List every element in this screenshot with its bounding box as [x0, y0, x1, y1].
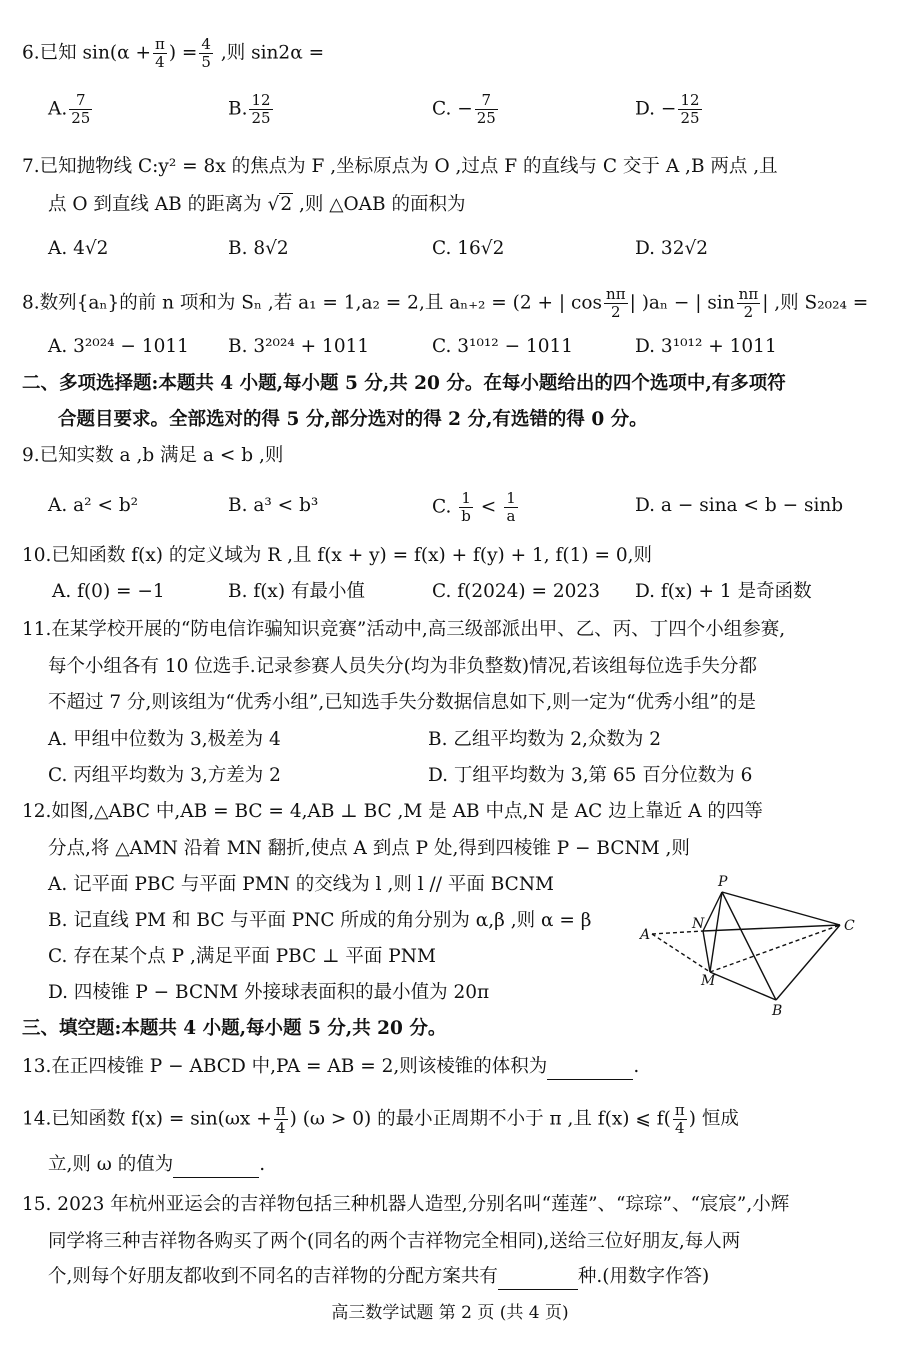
q11-line2: 每个小组各有 10 位选手.记录参赛人员失分(均为非负整数)情况,若该组每位选手失分都 [48, 656, 758, 677]
q12-line2: 分点,将 △AMN 沿着 MN 翻折,使点 A 到点 P 处,得到四棱锥 P − BCNM ,则 [48, 838, 690, 859]
q14-line1: 14.已知函数 f(x) = sin(ωx + $\frac{\pi}{4}$ ) (ω > 0) 的最小正周期不小于 π ,且 f(x) ⩽ f( $\frac{\pi}{4}$ ) 恒成 [22, 1101, 739, 1137]
q6-stem: 6.已知 sin(α + $\frac{\pi}{4}$ ) = $\frac{4}{5}$ ,则 sin2α = [22, 35, 325, 71]
section3-heading: 三、填空题:本题共 4 小题,每小题 5 分,共 20 分。 [22, 1018, 447, 1039]
q11-option-d: D. 丁组平均数为 3,第 65 百分位数为 6 [428, 765, 753, 786]
q12-option-a: A. 记平面 PBC 与平面 PMN 的交线为 l ,则 l // 平面 BCNM [48, 874, 554, 895]
q8-option-c: C. 3¹⁰¹² − 1011 [432, 336, 574, 357]
q13-stem: 13.在正四棱锥 P − ABCD 中,PA = AB = 2,则该棱锥的体积为 . [22, 1054, 639, 1080]
q12-line1: 12.如图,△ABC 中,AB = BC = 4,AB ⊥ BC ,M 是 AB 中点,N 是 AC 边上靠近 A 的四等 [22, 801, 763, 822]
q9-option-d: D. a − sina < b − sinb [635, 495, 844, 516]
q6-option-b: B. $\frac{12}{25}$ [228, 91, 271, 127]
label-p: P [718, 874, 728, 890]
q15-line2: 同学将三种吉祥物各购买了两个(同名的两个吉祥物完全相同),送给三位好朋友,每人两 [48, 1231, 741, 1252]
section2-heading-line2: 合题目要求。全部选对的得 5 分,部分选对的得 2 分,有选错的得 0 分。 [58, 409, 648, 430]
q10-option-a: A. f(0) = −1 [52, 581, 165, 602]
q9-option-a: A. a² < b² [48, 495, 139, 516]
label-c: C [844, 918, 855, 934]
q11-line3: 不超过 7 分,则该组为“优秀小组”,已知选手失分数据信息如下,则一定为“优秀小组”的是 [48, 692, 757, 713]
q7-option-c: C. 16√2 [432, 238, 505, 259]
q11-option-a: A. 甲组中位数为 3,极差为 4 [48, 729, 281, 750]
q15-line3: 个,则每个好朋友都收到不同名的吉祥物的分配方案共有 种.(用数字作答) [48, 1264, 709, 1290]
q10-option-b: B. f(x) 有最小值 [228, 581, 365, 602]
q11-option-c: C. 丙组平均数为 3,方差为 2 [48, 765, 281, 786]
q9-stem: 9.已知实数 a ,b 满足 a < b ,则 [22, 445, 284, 466]
q7-option-b: B. 8√2 [228, 238, 289, 259]
q12-option-b: B. 记直线 PM 和 BC 与平面 PNC 所成的角分别为 α,β ,则 α = β [48, 910, 592, 931]
q12-option-c: C. 存在某个点 P ,满足平面 PBC ⊥ 平面 PNM [48, 946, 436, 967]
q10-option-c: C. f(2024) = 2023 [432, 581, 600, 602]
q6-option-a: A. $\frac{7}{25}$ [48, 91, 91, 127]
label-m: M [701, 973, 716, 989]
q14-line2: 立,则 ω 的值为 . [48, 1152, 265, 1178]
q15-answer-blank[interactable] [498, 1271, 578, 1290]
q8-option-b: B. 3²⁰²⁴ + 1011 [228, 336, 370, 357]
q7-line2: 点 O 到直线 AB 的距离为 √2 ,则 △OAB 的面积为 [48, 194, 466, 215]
q9-option-c: C. $\frac{1}{b}$ < $\frac{1}{a}$ [432, 489, 516, 525]
q11-line1: 11.在某学校开展的“防电信诈骗知识竞赛”活动中,高三级部派出甲、乙、丙、丁四个小组参赛, [22, 619, 786, 640]
q8-option-d: D. 3¹⁰¹² + 1011 [635, 336, 777, 357]
q12-pyramid-figure [630, 868, 870, 1028]
label-a: A [640, 927, 651, 943]
q9-option-b: B. a³ < b³ [228, 495, 319, 516]
q7-option-a: A. 4√2 [48, 238, 109, 259]
q14-answer-blank[interactable] [173, 1159, 259, 1178]
label-b: B [772, 1003, 783, 1019]
q15-line1: 15. 2023 年杭州亚运会的吉祥物包括三种机器人造型,分别名叫“莲莲”、“琮琮”、“宸宸”,小辉 [22, 1194, 790, 1215]
q13-answer-blank[interactable] [547, 1061, 633, 1080]
q8-option-a: A. 3²⁰²⁴ − 1011 [48, 336, 189, 357]
section2-heading-line1: 二、多项选择题:本题共 4 小题,每小题 5 分,共 20 分。在每小题给出的四个选项中,有多项符 [22, 373, 786, 394]
q7-line1: 7.已知抛物线 C:y² = 8x 的焦点为 F ,坐标原点为 O ,过点 F 的直线与 C 交于 A ,B 两点 ,且 [22, 156, 778, 177]
q12-option-d: D. 四棱锥 P − BCNM 外接球表面积的最小值为 20π [48, 982, 490, 1003]
q10-option-d: D. f(x) + 1 是奇函数 [635, 581, 812, 602]
q6-option-c: C. − $\frac{7}{25}$ [432, 91, 496, 127]
label-n: N [692, 916, 705, 932]
q6-option-d: D. − $\frac{12}{25}$ [635, 91, 700, 127]
q7-option-d: D. 32√2 [635, 238, 709, 259]
q8-stem: 8.数列{aₙ}的前 n 项和为 Sₙ ,若 a₁ = 1,a₂ = 2,且 aₙ₊₂ = (2 + | cos $\frac{n\pi}{2}$ | )aₙ − | sin $\frac{n\pi}{2}$ | ,则 S₂₀₂₄ = [22, 285, 869, 321]
q11-option-b: B. 乙组平均数为 2,众数为 2 [428, 729, 662, 750]
q10-stem: 10.已知函数 f(x) 的定义域为 R ,且 f(x + y) = f(x) + f(y) + 1, f(1) = 0,则 [22, 545, 653, 566]
page-footer: 高三数学试题 第 2 页 (共 4 页) [331, 1303, 569, 1323]
